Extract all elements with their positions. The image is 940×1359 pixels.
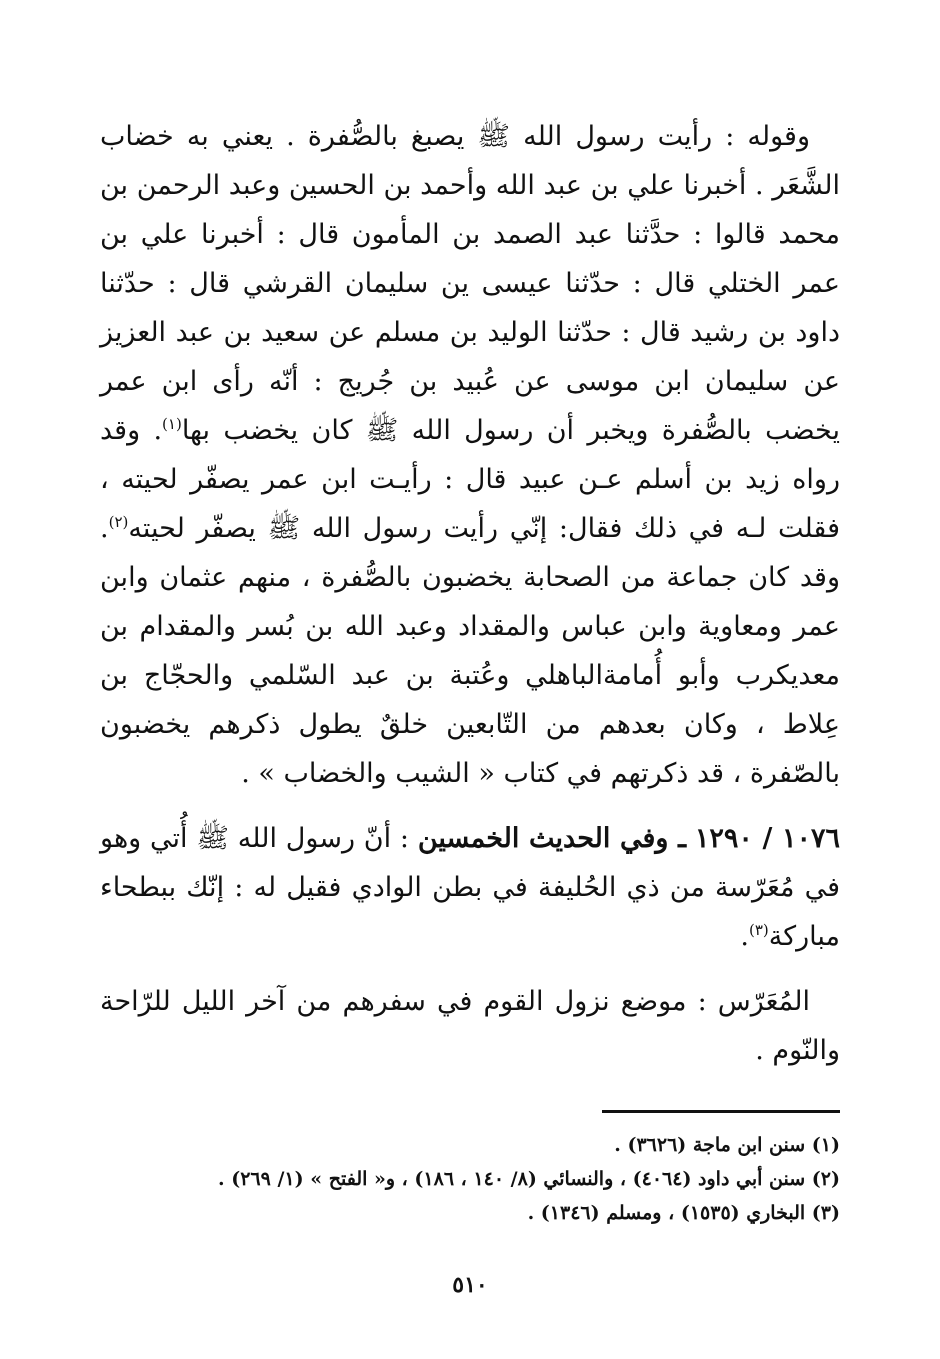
page-number: ٥١٠	[452, 1272, 488, 1298]
footnote-ref-2: (٢)	[108, 513, 129, 531]
footnote-3: (٣) البخاري (١٥٣٥) ، ومسلم (١٣٤٦) .	[527, 1202, 840, 1224]
footnotes	[100, 1128, 840, 1230]
hadith-number: ١٠٧٦ / ١٢٩٠	[694, 823, 840, 854]
footnote-ref-1: (١)	[162, 415, 182, 433]
paragraph-text: وقوله : رأيت رسول الله ﷺ يصبغ بالصُّفرة . يعني به خضاب الشَّعَر . أخبرنا علي بن عبد الله وأحمد بن الحسين وعبد الرحمن بن محمد قالوا : حدَّثنا عبد الصمد بن المأمون قال : أخبرنا علي بن عمر الختلي قال : حدّثنا عيسى ين سليمان القرشي قال : حدّثنا داود بن رشيد قال : حدّثنا الوليد بن مسلم عن سعيد بن عبد العزيز عن سليمان ابن موسى عن عُبيد بن جُريج : أنّه رأى ابن عمر يخضب بالصُّفرة ويخبر أن رسول الله ﷺ كان يخضب بها	[100, 121, 840, 446]
footnote-divider	[602, 1110, 840, 1113]
paragraph-text: . وقد رواه زيد بن أسلم عـن عبيد قال : رأيـت ابن عمر يصفّر لحيته ، فقلت لـه في ذلك فقال: إنّي رأيت رسول الله ﷺ يصفّر لحيته	[100, 415, 840, 544]
paragraph-text: . وقد كان جماعة من الصحابة يخضبون بالصُّفرة ، منهم عثمان وابن عمر ومعاوية وابن عباس والمقداد وعبد الله بن بُسر والمقدام بن معديكرب وأبو أُمامةالباهلي وعُتبة بن عبد السّلمي والحجّاج بن عِلاط ، وكان بعدهم من التّابعين خلقٌ يطول ذكرهم يخضبون بالصّفرة ، قد ذكرتهم في كتاب « الشيب والخضاب » .	[100, 513, 840, 789]
footnote-1: (١) سنن ابن ماجة (٣٦٢٦) .	[614, 1134, 840, 1156]
hadith-heading: ـ وفي الحديث الخمسين	[417, 823, 687, 854]
footnote-2: (٢) سنن أبي داود (٤٠٦٤) ، والنسائي (٨/ ١٤٠ ، ١٨٦) ، و« الفتح » (١/ ٢٦٩) .	[217, 1168, 840, 1190]
footnote-ref-3: (٣)	[749, 921, 769, 939]
main-text	[100, 112, 840, 1075]
hadith-entry	[100, 814, 840, 961]
hadith-text: : أنّ رسول الله ﷺ أُتي وهو في مُعَرّسة من ذي الحُليفة في بطن الوادي فقيل له : إنّك ببطحاء مباركة	[100, 823, 840, 952]
paragraph-intro	[100, 112, 840, 798]
gloss-paragraph: المُعَرّس : موضع نزول القوم في سفرهم من آخر الليل للرّاحة والنّوم .	[100, 986, 840, 1066]
hadith-end: .	[740, 921, 749, 952]
